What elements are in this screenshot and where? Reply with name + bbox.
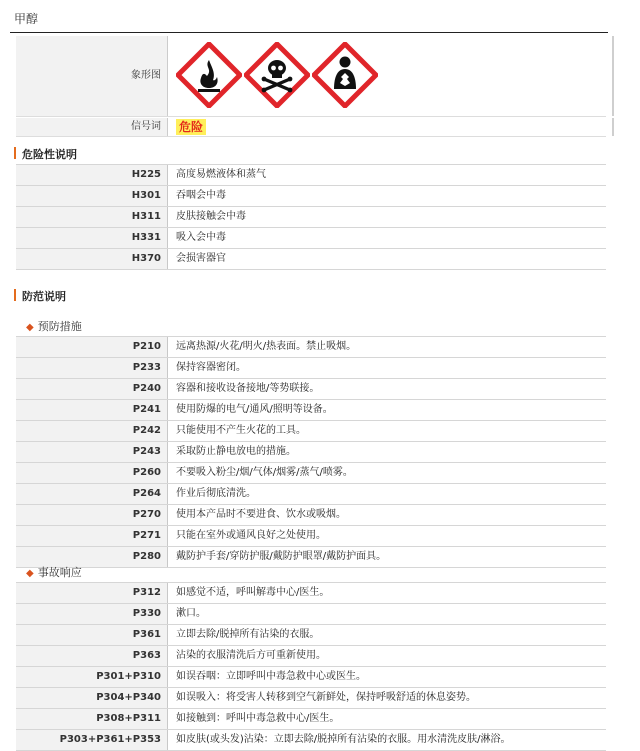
precaution-text: 如感觉不适，呼叫解毒中心/医生。 <box>176 587 330 598</box>
precaution-code: P304+P340 <box>16 688 168 708</box>
table-row <box>16 688 606 709</box>
precaution-section-title: 防范说明 <box>14 288 66 304</box>
precaution-text: 使用防爆的电气/通风/照明等设备。 <box>176 404 333 415</box>
precaution-text: 如皮肤(或头发)沾染：立即去除/脱掉所有沾染的衣服。用水清洗皮肤/淋浴。 <box>176 734 511 745</box>
table-row <box>16 463 606 484</box>
table-row <box>16 646 606 667</box>
precaution-code: P260 <box>16 463 168 483</box>
health-hazard-pictogram-icon <box>312 42 378 108</box>
signal-word-row <box>16 118 606 137</box>
table-row <box>16 249 606 270</box>
table-row <box>16 505 606 526</box>
response-title: 事故响应 <box>37 566 82 579</box>
table-row <box>16 667 606 688</box>
response-table <box>16 582 606 751</box>
precaution-text: 容器和接收设备接地/等势联接。 <box>176 383 320 394</box>
pictogram-label: 象形图 <box>16 36 168 116</box>
table-row <box>16 421 606 442</box>
table-row <box>16 336 606 358</box>
signal-word-label: 信号词 <box>16 118 168 136</box>
precaution-text: 只能在室外或通风良好之处使用。 <box>176 530 326 541</box>
title-divider <box>10 32 608 33</box>
precaution-text: 作业后彻底清洗。 <box>176 488 256 499</box>
hazard-text: 高度易燃液体和蒸气 <box>176 169 266 180</box>
table-row <box>16 526 606 547</box>
precaution-code: P241 <box>16 400 168 420</box>
hazard-table <box>16 164 606 270</box>
precaution-code: P210 <box>16 337 168 357</box>
diamond-bullet-icon: ◆ <box>26 322 34 333</box>
precaution-text: 只能使用不产生火花的工具。 <box>176 425 306 436</box>
flame-pictogram-icon <box>176 42 242 108</box>
precaution-code: P363 <box>16 646 168 666</box>
precaution-text: 不要吸入粉尘/烟/气体/烟雾/蒸气/喷雾。 <box>176 467 353 478</box>
precaution-text: 如误吸入：将受害人转移到空气新鲜处，保持呼吸舒适的休息姿势。 <box>176 692 476 703</box>
precaution-code: P301+P310 <box>16 667 168 687</box>
pictogram-row <box>16 36 606 117</box>
precaution-text: 如误吞咽：立即呼叫中毒急救中心或医生。 <box>176 671 366 682</box>
precaution-text: 戴防护手套/穿防护服/戴防护眼罩/戴防护面具。 <box>176 551 387 562</box>
precaution-text: 如接触到：呼叫中毒急救中心/医生。 <box>176 713 340 724</box>
hazard-code: H225 <box>16 165 168 185</box>
precaution-code: P303+P361+P353 <box>16 730 168 750</box>
hazard-code: H301 <box>16 186 168 206</box>
precaution-code: P243 <box>16 442 168 462</box>
table-row <box>16 709 606 730</box>
hazard-code: H311 <box>16 207 168 227</box>
table-row <box>16 582 606 604</box>
precaution-code: P240 <box>16 379 168 399</box>
precaution-code: P242 <box>16 421 168 441</box>
precaution-text: 沾染的衣服清洗后方可重新使用。 <box>176 650 326 661</box>
pictogram-group <box>176 42 378 108</box>
precaution-text: 使用本产品时不要进食、饮水或吸烟。 <box>176 509 346 520</box>
hazard-text: 吞咽会中毒 <box>176 190 226 201</box>
precaution-code: P308+P311 <box>16 709 168 729</box>
skull-crossbones-pictogram-icon <box>244 42 310 108</box>
hazard-code: H331 <box>16 228 168 248</box>
precaution-code: P330 <box>16 604 168 624</box>
precaution-text: 立即去除/脱掉所有沾染的衣服。 <box>176 629 320 640</box>
precaution-text: 漱口。 <box>176 608 206 619</box>
table-row <box>16 207 606 228</box>
table-row <box>16 164 606 186</box>
precaution-text: 采取防止静电放电的措施。 <box>176 446 296 457</box>
precaution-text: 保持容器密闭。 <box>176 362 246 373</box>
prevention-subheading <box>26 318 82 334</box>
table-row <box>16 625 606 646</box>
page-title: 甲醇 <box>14 12 39 26</box>
hazard-code: H370 <box>16 249 168 269</box>
precaution-code: P280 <box>16 547 168 567</box>
table-row <box>16 379 606 400</box>
right-rule <box>612 118 614 136</box>
precaution-code: P361 <box>16 625 168 645</box>
table-row <box>16 730 606 751</box>
diamond-bullet-icon: ◆ <box>26 568 34 579</box>
hazard-text: 吸入会中毒 <box>176 232 226 243</box>
precaution-code: P270 <box>16 505 168 525</box>
table-row <box>16 228 606 249</box>
table-row <box>16 358 606 379</box>
signal-word: 危险 <box>176 119 206 135</box>
hazard-text: 会损害器官 <box>176 253 226 264</box>
prevention-title: 预防措施 <box>37 320 82 333</box>
hazard-section-title: 危险性说明 <box>14 146 77 162</box>
table-row <box>16 604 606 625</box>
precaution-code: P271 <box>16 526 168 546</box>
table-row <box>16 484 606 505</box>
precaution-text: 远离热源/火花/明火/热表面。禁止吸烟。 <box>176 341 357 352</box>
right-rule <box>612 36 614 116</box>
table-row <box>16 186 606 207</box>
prevention-table <box>16 336 606 568</box>
hazard-text: 皮肤接触会中毒 <box>176 211 246 222</box>
table-row <box>16 400 606 421</box>
response-subheading <box>26 564 82 580</box>
precaution-code: P312 <box>16 583 168 603</box>
table-row <box>16 547 606 568</box>
precaution-code: P264 <box>16 484 168 504</box>
precaution-code: P233 <box>16 358 168 378</box>
table-row <box>16 442 606 463</box>
